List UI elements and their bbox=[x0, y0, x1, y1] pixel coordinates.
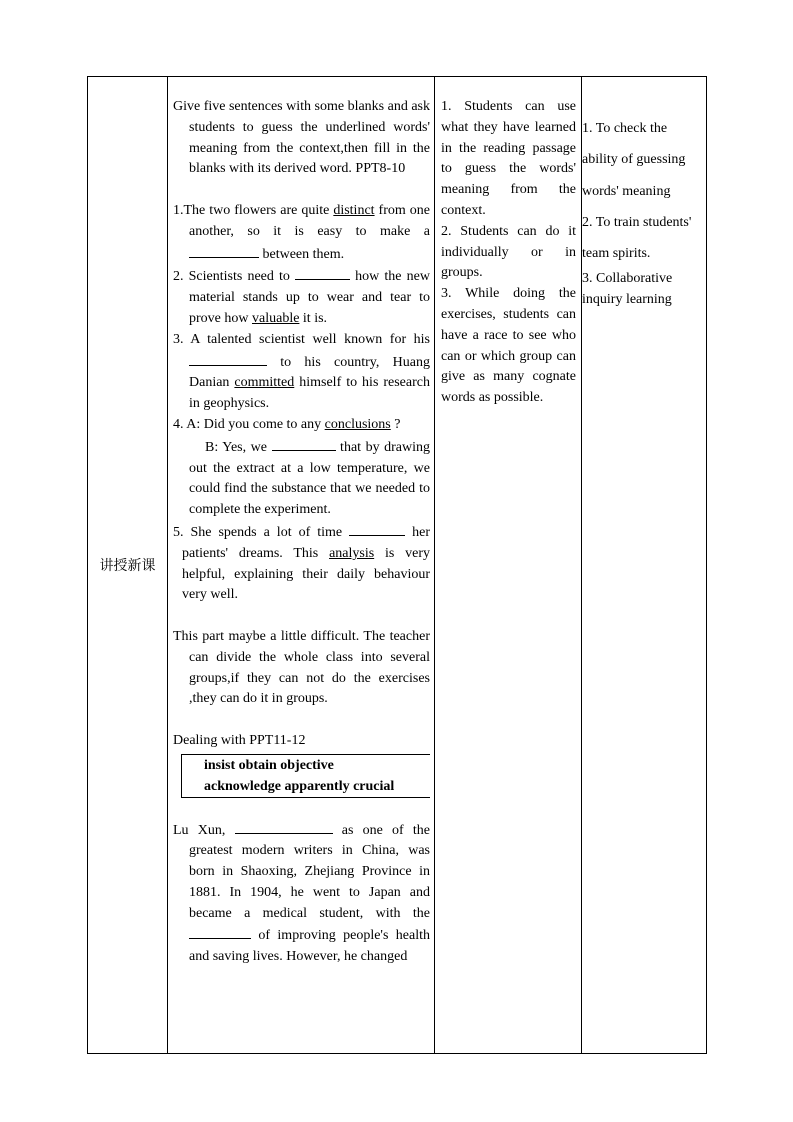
procedure-cell bbox=[173, 97, 430, 968]
student-activity-cell bbox=[441, 97, 576, 409]
fill-blank[interactable] bbox=[235, 819, 333, 834]
sentence-4a: 4. A: Did you come to any conclusions ? bbox=[173, 416, 401, 432]
activity-item-1: 1. Students can use what they have learned in the reading passage to guess the words' meaning from the context. bbox=[441, 99, 576, 218]
row-label: 讲授新课 bbox=[99, 558, 156, 574]
passage-paragraph: Lu Xun, as one of the greatest modern writers in China, was born in Shaoxing, Zhejiang Province in 1881. In 1904, he went to Japan and became a medical student, with the of improving people's health and saving lives. However, he changed bbox=[173, 819, 430, 969]
fill-blank[interactable] bbox=[295, 265, 350, 280]
row-label-cell bbox=[88, 76, 167, 1054]
sentence-1: 1.The two flowers are quite distinct from one another, so it is easy to make a between them. bbox=[173, 202, 430, 262]
dealing-heading: Dealing with PPT11-12 bbox=[173, 732, 306, 748]
table-border-col2 bbox=[167, 76, 168, 1054]
table-bottom-border bbox=[87, 1053, 707, 1054]
intro-paragraph: Give five sentences with some blanks and ask students to guess the underlined words' meaning from the context,then fill in the blanks with its derived word. PPT8-10 bbox=[173, 99, 430, 177]
table-border-col3 bbox=[434, 76, 435, 1054]
fill-blank[interactable] bbox=[189, 924, 251, 939]
underlined-word-valuable: valuable bbox=[252, 310, 300, 326]
underlined-word-conclusions: conclusions bbox=[324, 416, 391, 432]
fill-blank[interactable] bbox=[189, 243, 259, 258]
purpose-item-3: 3. Collaborative inquiry learning bbox=[582, 271, 673, 308]
sentence-3: 3. A talented scientist well known for his to his country, Huang Danian committed himself to his research in geophysics. bbox=[173, 331, 430, 412]
fill-blank[interactable] bbox=[189, 351, 267, 366]
teacher-note: This part maybe a little difficult. The teacher can divide the whole class into several groups,if they can not do the exercises ,they can do it in groups. bbox=[173, 628, 430, 707]
underlined-word-distinct: distinct bbox=[333, 202, 375, 218]
word-box-line-1: insist obtain objective bbox=[204, 757, 334, 773]
purpose-cell bbox=[582, 113, 706, 311]
fill-blank[interactable] bbox=[349, 521, 405, 536]
word-box bbox=[181, 754, 430, 798]
underlined-word-committed: committed bbox=[234, 375, 295, 391]
activity-item-2: 2. Students can do it individually or in groups. bbox=[441, 223, 576, 281]
underlined-word-analysis: analysis bbox=[329, 545, 375, 561]
fill-blank[interactable] bbox=[272, 436, 336, 451]
purpose-item-2: 2. To train students' team spirits. bbox=[582, 214, 692, 262]
purpose-item-1: 1. To check the ability of guessing words' meaning bbox=[582, 121, 686, 199]
table-top-border bbox=[87, 76, 707, 77]
sentence-5: 5. She spends a lot of time her patients' dreams. This analysis is very helpful, explaining their daily behaviour very well. bbox=[173, 521, 430, 606]
table-border-right bbox=[706, 76, 707, 1054]
activity-item-3: 3. While doing the exercises, students can have a race to see who can or which group can give as many cognate words as possible. bbox=[441, 286, 576, 406]
sentence-4b: B: Yes, we that by drawing out the extract at a low temperature, we could find the substance that we needed to complete the experiment. bbox=[173, 436, 430, 521]
sentence-2: 2. Scientists need to how the new material stands up to wear and tear to prove how valuable it is. bbox=[173, 265, 430, 329]
word-box-line-2: acknowledge apparently crucial bbox=[204, 778, 395, 794]
